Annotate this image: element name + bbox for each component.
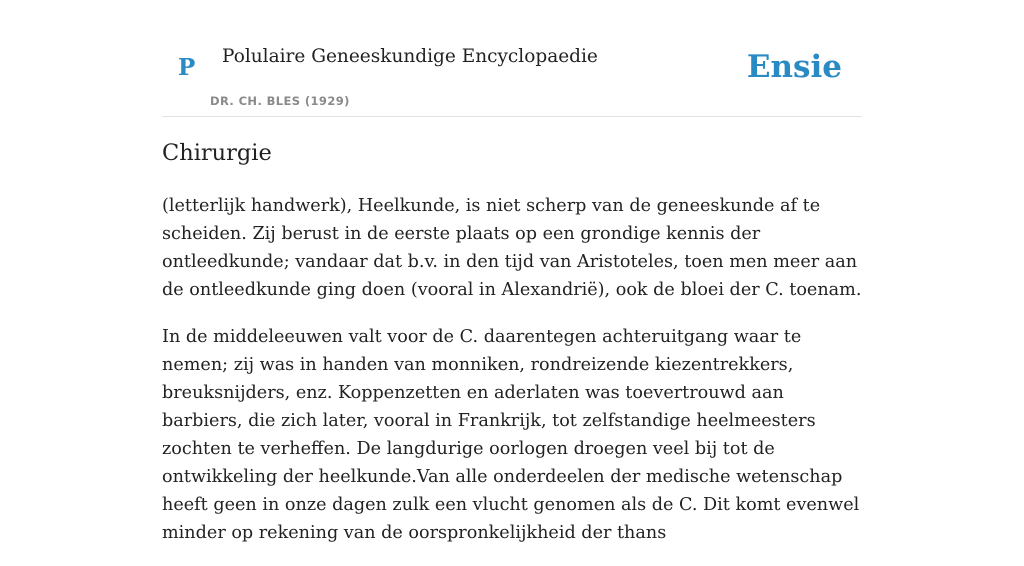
entry-body <box>162 192 862 566</box>
ensie-logo-link[interactable]: Ensie <box>746 49 842 85</box>
publication-author: DR. CH. BLES (1929) <box>210 94 350 108</box>
site-header <box>162 0 862 117</box>
entry-paragraph: In de middeleeuwen valt voor de C. daarentegen achteruitgang waar te nemen; zij was in handen van monniken, rondreizende kiezentrekkers, breuksnijders, enz. Koppenzetten en aderlaten was toevertrouwd aan barbiers, die zich later, vooral in Frankrijk, tot zelfstandige heelmeesters zochten te verheffen. De langdurige oorlogen droegen veel bij tot de ontwikkeling der heelkunde.Van alle onderdeelen der medische wetenschap heeft geen in onze dagen zulk een vlucht genomen als de C. Dit komt evenwel minder op rekening van de oorspronkelijkheid der thans <box>162 327 860 543</box>
entry-paragraph: (letterlijk handwerk), Heelkunde, is niet scherp van de geneeskunde af te scheiden. Zij berust in de eerste plaats op een grondige kennis der ontleedkunde; vandaar dat b.v. in den tijd van Aristoteles, toen men meer aan de ontleedkunde ging doen (vooral in Alexandrië), ook de bloei der C. toenam. <box>162 196 862 300</box>
entry-title: Chirurgie <box>162 140 272 166</box>
publication-title[interactable]: Polulaire Geneeskundige Encyclopaedie <box>222 46 598 67</box>
publication-logo[interactable]: P <box>178 54 196 81</box>
